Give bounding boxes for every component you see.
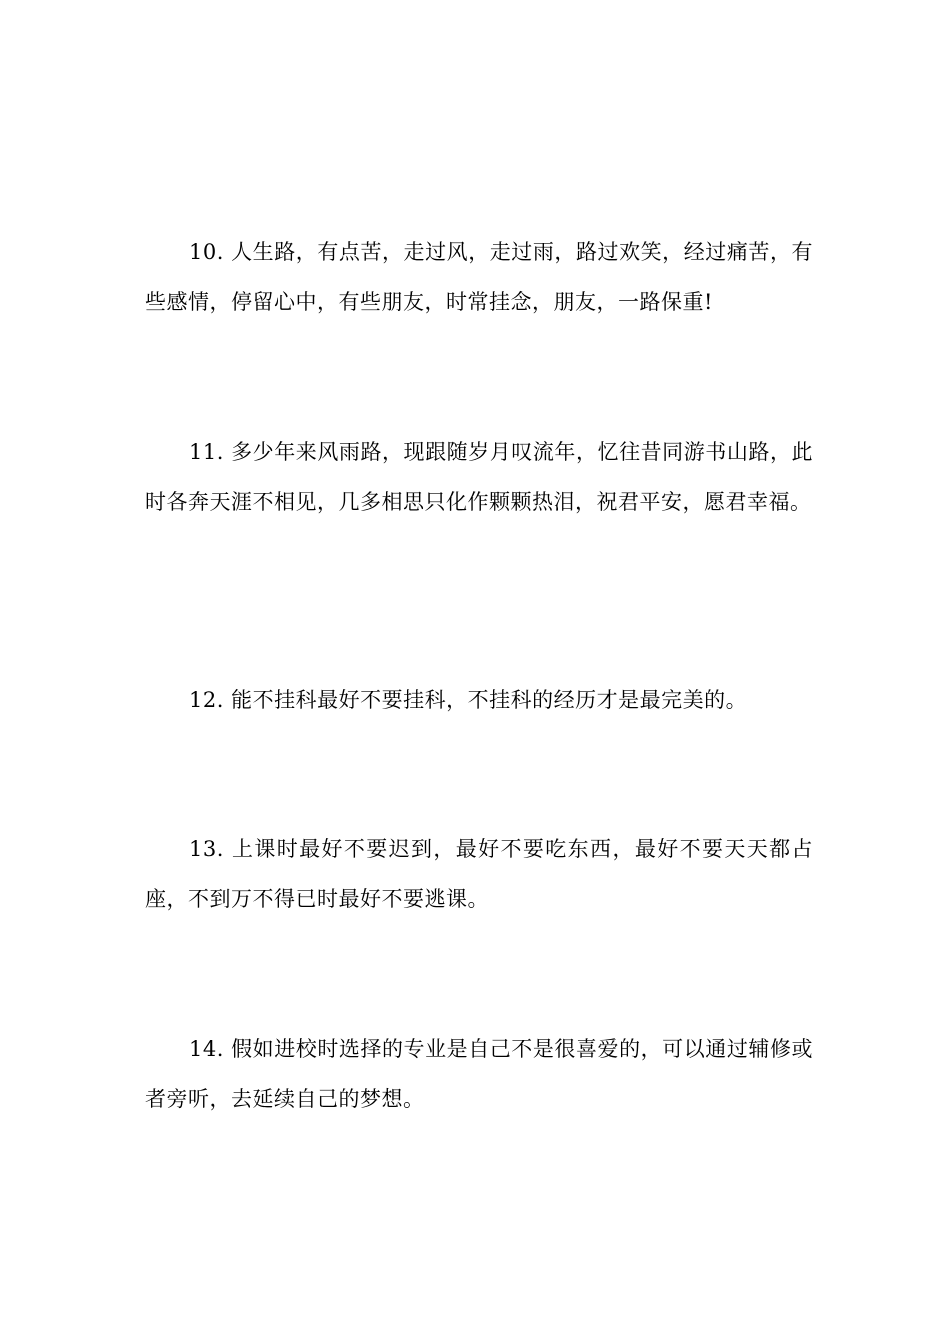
paragraph-14: 14. 假如进校时选择的专业是自己不是很喜爱的，可以通过辅修或者旁听，去延续自己的梦想。 <box>145 1037 813 1111</box>
paragraph-11: 11. 多少年来风雨路，现跟随岁月叹流年，忆往昔同游书山路，此时各奔天涯不相见，几多相思只化作颗颗热泪，祝君平安，愿君幸福。 <box>145 440 813 514</box>
paragraph-13: 13. 上课时最好不要迟到，最好不要吃东西，最好不要天天都占座，不到万不得已时最好不要逃课。 <box>145 837 813 911</box>
paragraph-12: 12. 能不挂科最好不要挂科，不挂科的经历才是最完美的。 <box>189 688 748 712</box>
paragraph-10: 10. 人生路，有点苦，走过风，走过雨，路过欢笑，经过痛苦，有些感情，停留心中，有些朋友，时常挂念，朋友，一路保重! <box>145 240 813 314</box>
